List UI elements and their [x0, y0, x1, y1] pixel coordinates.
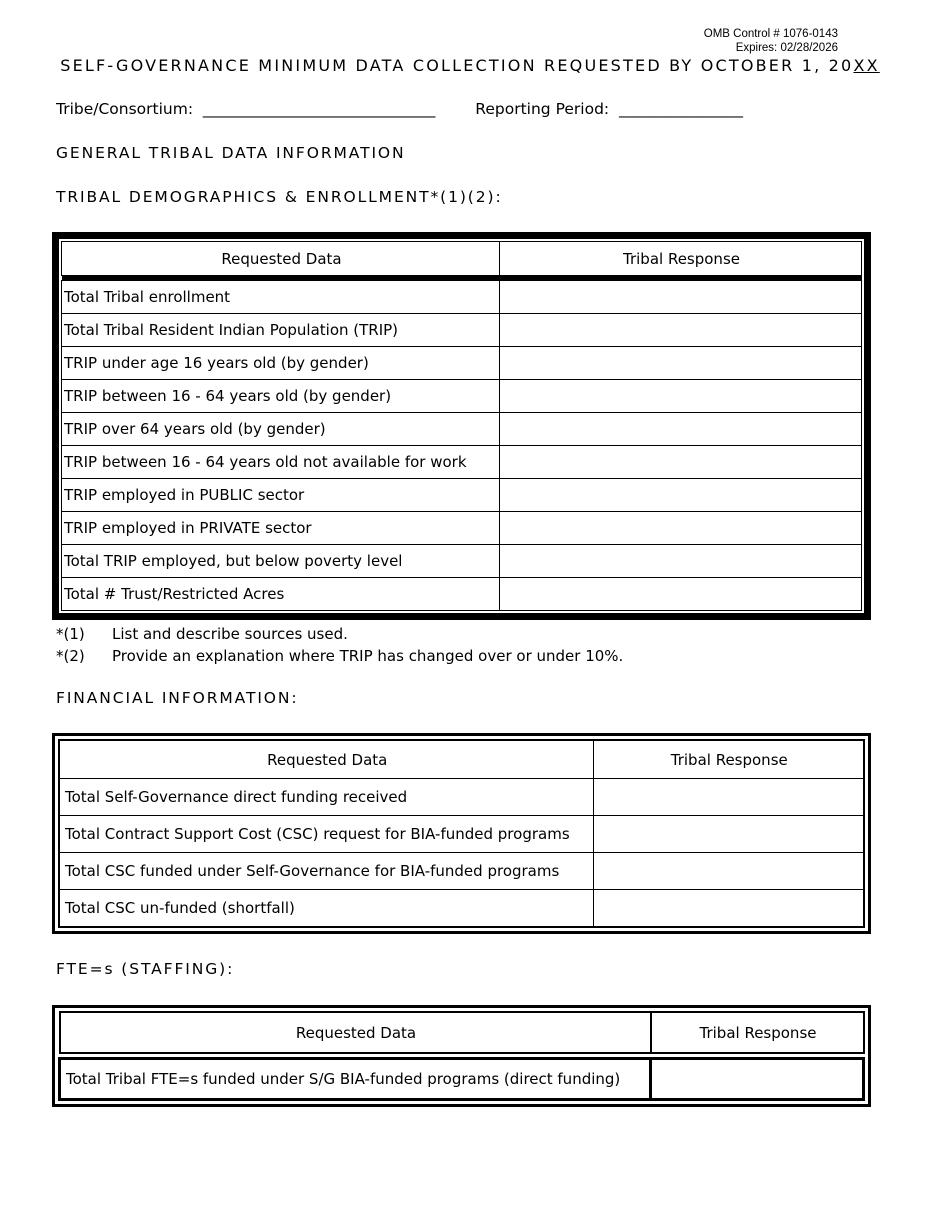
demographics-row [62, 545, 862, 578]
footnote-1 [56, 623, 623, 645]
fte-row [60, 1059, 864, 1100]
demographics-response-cell[interactable] [500, 578, 862, 611]
demographics-row [62, 281, 862, 314]
financial-header-row [59, 740, 864, 779]
demographics-label: TRIP over 64 years old (by gender) [62, 413, 500, 446]
financial-label: Total CSC un-funded (shortfall) [59, 890, 593, 928]
footnote-1-text: List and describe sources used. [112, 625, 348, 643]
financial-row [59, 779, 864, 816]
demographics-response-cell[interactable] [500, 314, 862, 347]
header-tribal-response: Tribal Response [500, 242, 862, 276]
section-general: GENERAL TRIBAL DATA INFORMATION [56, 144, 406, 162]
fte-label: Total Tribal FTE=s funded under S/G BIA-funded programs (direct funding) [60, 1059, 651, 1100]
form-title-year: XX [853, 56, 880, 75]
demographics-header-row [62, 242, 862, 276]
period-label: Reporting Period: [475, 100, 610, 118]
header-requested-data: Requested Data [62, 242, 500, 276]
demographics-row [62, 314, 862, 347]
financial-label: Total Contract Support Cost (CSC) request for BIA-funded programs [59, 816, 593, 853]
demographics-row [62, 413, 862, 446]
demographics-response-cell[interactable] [500, 380, 862, 413]
footnote-2-text: Provide an explanation where TRIP has changed over or under 10%. [112, 647, 624, 665]
demographics-label: TRIP employed in PRIVATE sector [62, 512, 500, 545]
section-financial: FINANCIAL INFORMATION: [56, 689, 299, 707]
financial-row [59, 853, 864, 890]
form-title-text: SELF-GOVERNANCE MINIMUM DATA COLLECTION REQUESTED BY OCTOBER 1, 20 [60, 56, 854, 75]
demographics-label: Total TRIP employed, but below poverty level [62, 545, 500, 578]
footnotes [56, 623, 623, 667]
demographics-row [62, 512, 862, 545]
financial-response-cell[interactable] [593, 816, 864, 853]
omb-control-number: OMB Control # 1076-0143 [703, 28, 838, 40]
demographics-response-cell[interactable] [500, 446, 862, 479]
demographics-response-cell[interactable] [500, 512, 862, 545]
demographics-label: Total Tribal enrollment [62, 281, 500, 314]
demographics-response-cell[interactable] [500, 347, 862, 380]
fte-table [52, 1005, 871, 1107]
financial-label: Total CSC funded under Self-Governance for BIA-funded programs [59, 853, 593, 890]
section-demographics: TRIBAL DEMOGRAPHICS & ENROLLMENT*(1)(2): [56, 188, 503, 206]
fte-header-row [60, 1012, 864, 1053]
demographics-label: TRIP under age 16 years old (by gender) [62, 347, 500, 380]
demographics-label: TRIP employed in PUBLIC sector [62, 479, 500, 512]
demographics-row [62, 479, 862, 512]
header-requested-data: Requested Data [59, 740, 593, 779]
form-title [0, 56, 940, 75]
section-fte: FTE=s (STAFFING): [56, 960, 235, 978]
demographics-row [62, 446, 862, 479]
demographics-row [62, 380, 862, 413]
demographics-response-cell[interactable] [500, 479, 862, 512]
header-fields [56, 100, 743, 118]
demographics-row [62, 347, 862, 380]
demographics-response-cell[interactable] [500, 281, 862, 314]
financial-label: Total Self-Governance direct funding received [59, 779, 593, 816]
financial-table [52, 733, 871, 934]
tribe-field[interactable]: ______________________________ [202, 100, 436, 118]
omb-expiration: Expires: 02/28/2026 [735, 42, 838, 54]
demographics-table [52, 232, 871, 620]
footnote-1-mark: *(1) [56, 625, 85, 643]
demographics-response-cell[interactable] [500, 413, 862, 446]
financial-row [59, 890, 864, 928]
header-tribal-response: Tribal Response [651, 1012, 864, 1053]
demographics-response-cell[interactable] [500, 545, 862, 578]
tribe-label: Tribe/Consortium: [56, 100, 194, 118]
header-requested-data: Requested Data [60, 1012, 651, 1053]
period-field[interactable]: ________________ [619, 100, 743, 118]
financial-response-cell[interactable] [593, 890, 864, 928]
financial-row [59, 816, 864, 853]
header-tribal-response: Tribal Response [593, 740, 864, 779]
demographics-label: TRIP between 16 - 64 years old not available for work [62, 446, 500, 479]
footnote-2-mark: *(2) [56, 647, 85, 665]
financial-response-cell[interactable] [593, 853, 864, 890]
demographics-label: Total # Trust/Restricted Acres [62, 578, 500, 611]
omb-block [704, 27, 838, 55]
footnote-2 [56, 645, 623, 667]
demographics-label: Total Tribal Resident Indian Population (TRIP) [62, 314, 500, 347]
financial-response-cell[interactable] [593, 779, 864, 816]
demographics-label: TRIP between 16 - 64 years old (by gender) [62, 380, 500, 413]
fte-response-cell[interactable] [651, 1059, 864, 1100]
demographics-row [62, 578, 862, 611]
